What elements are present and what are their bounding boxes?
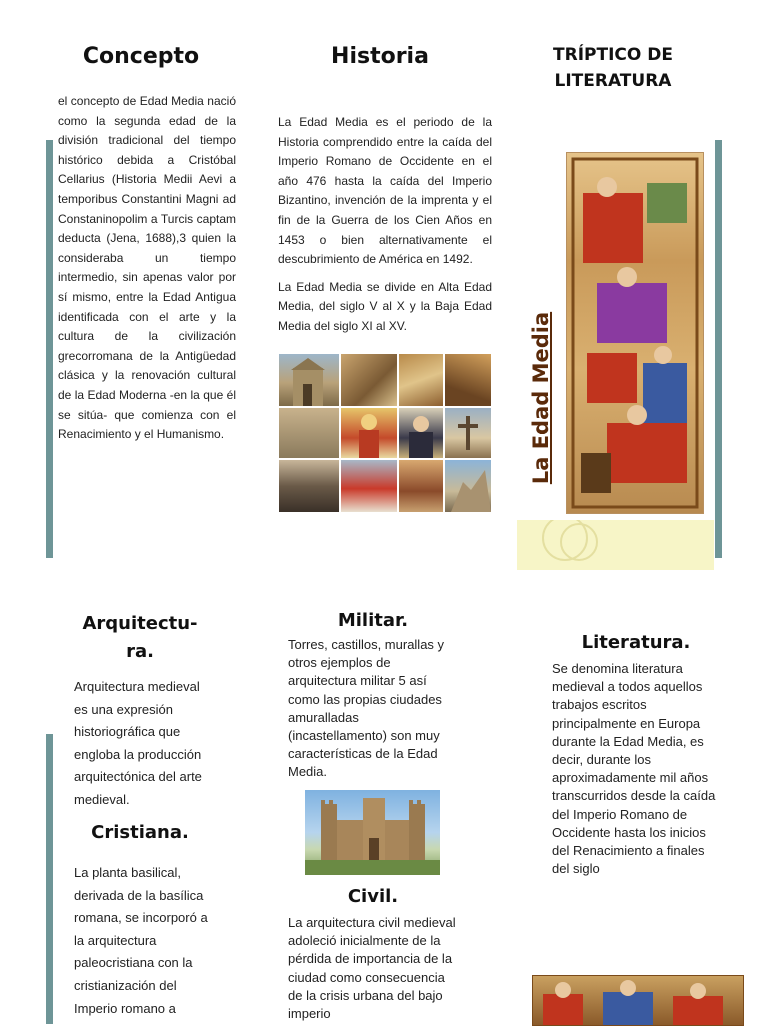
accent-bar-bottom-left: [46, 734, 53, 1024]
civil-body: La arquitectura civil medieval adoleció inicialmente de la pérdida de importancia de la ciudad como consecuencia de la crisis urbana del bajo imperio: [288, 915, 456, 1022]
civil-title: Civil.: [347, 886, 399, 907]
cristiana-body: La planta basilical, derivada de la basílica romana, se incorporó a la arquitectura paleocristiana con la cristianización del Imperio romano a: [74, 865, 208, 1016]
historia-body: [278, 113, 492, 345]
decorative-pale-block: [517, 520, 714, 570]
scribes-illustration: [532, 975, 744, 1026]
accent-bar-right: [715, 140, 722, 558]
arquitectura-title: [70, 610, 210, 666]
cristiana-title: Cristiana.: [91, 822, 189, 843]
triptico-title-line-2: LITERATURA: [554, 71, 672, 91]
historia-title: Historia: [331, 44, 429, 69]
concepto-body: el concepto de Edad Media nació como la segunda edad de la división tradicional del tiempo histórico debida a Cristóbal Cellarius (Historia Medii Aevi a temporibus Constantini Magni ad Constaninopolim a Turcis captam deducta (Jena, 1688),3 quien la consideraba un tiempo intermedio, sin apenas valor por sí mismo, entre la Edad Antigua identificada con el arte y la cultura de la civilización grecorromana de la Antigüedad clásica y la renovación cultural de la Edad Moderna -en la que él se sitúa- que comienza con el Renacimiento y el Humanismo.: [58, 94, 236, 442]
arquitectura-title-line-2: ra.: [126, 641, 154, 662]
accent-bar-left: [46, 140, 53, 558]
triptico-title-line-1: TRÍPTICO DE: [553, 45, 673, 65]
medieval-collage-image: [279, 354, 489, 512]
arquitectura-title-line-1: Arquitectu-: [82, 613, 198, 634]
decorative-circles-icon: [517, 520, 714, 570]
militar-title: Militar.: [337, 610, 409, 631]
historia-paragraph-2: La Edad Media se divide en Alta Edad Media, del siglo V al X y la Baja Edad Media del siglo XI al XV.: [278, 279, 492, 333]
literatura-body: Se denomina literatura medieval a todos aquellos trabajos escritos principalmente en Europa durante la Edad Media, es decir, durante los aproximadamente mil años transcurridos desde la caída del Imperio Romano de Occidente hasta los inicios del Renacimiento a finales del siglo: [552, 661, 716, 877]
triptico-title: [530, 42, 696, 94]
castle-photo: [305, 790, 440, 875]
militar-body: Torres, castillos, murallas y otros ejemplos de arquitectura militar 5 así como las propias ciudades amuralladas (incastellamento) son muy características de la Edad Media.: [288, 637, 445, 780]
literatura-title: Literatura.: [581, 632, 691, 653]
medieval-manuscript-illustration: [566, 152, 704, 514]
vertical-title: La Edad Media: [529, 311, 553, 485]
arquitectura-body: Arquitectura medieval es una expresión historiográfica que engloba la producción arquitectónica del arte medieval.: [74, 679, 202, 807]
concepto-title: Concepto: [82, 44, 200, 69]
historia-paragraph-1: La Edad Media es el periodo de la Historia comprendido entre la caída del Imperio Romano de Occidente en el año 476 hasta la caída del Imperio Bizantino, invención de la imprenta y el fin de la Guerra de los Cien Años en 1453 o bien alternativamente el descubrimiento de América en 1492.: [278, 115, 492, 267]
